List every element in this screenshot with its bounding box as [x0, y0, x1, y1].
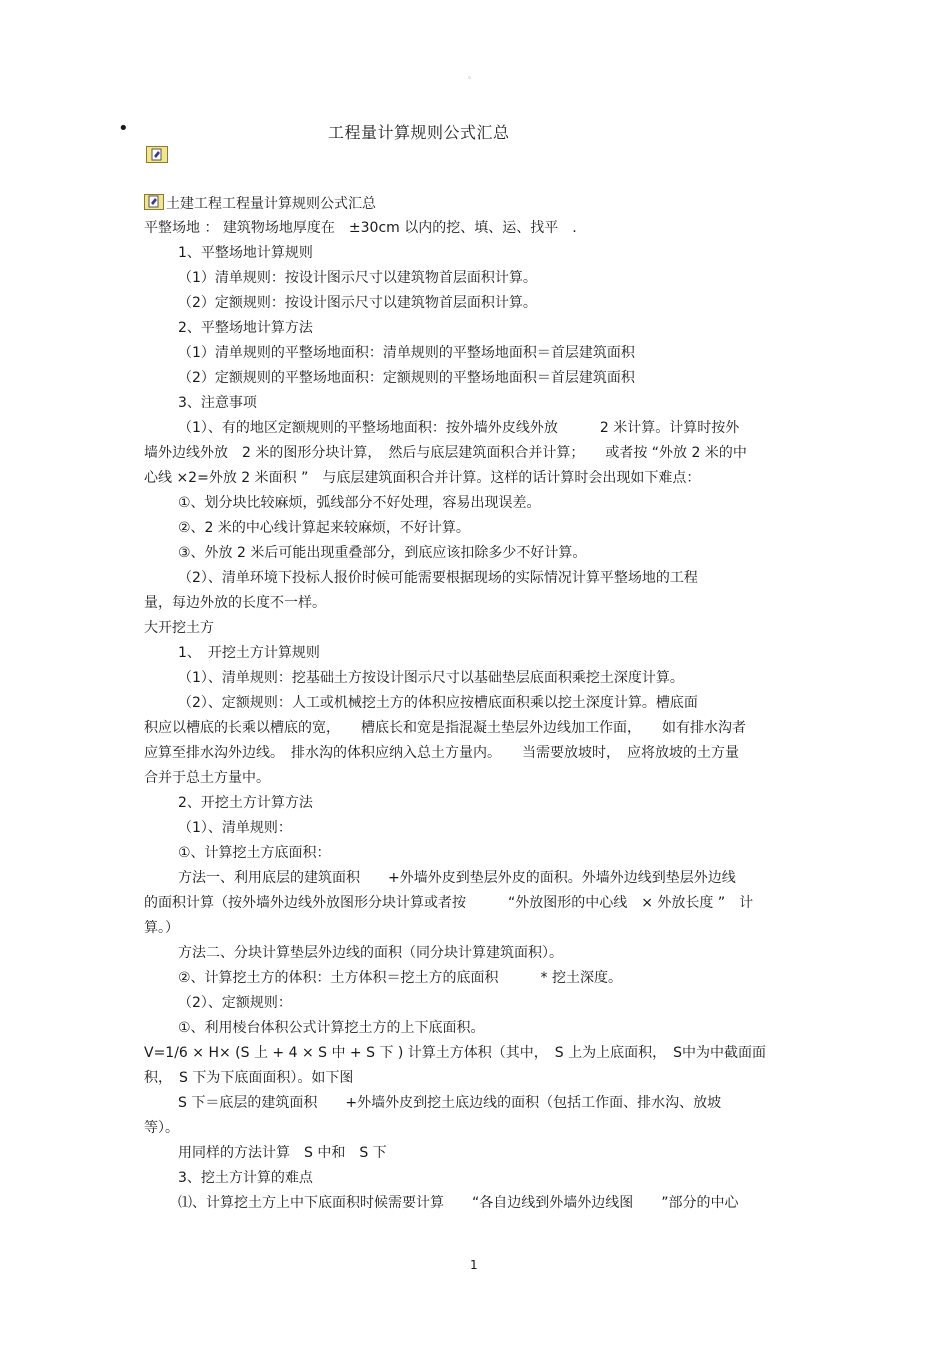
text-line: 积应以槽底的长乘以槽底的宽， 槽底长和宽是指混凝土垫层外边线加工作面， 如有排水沟者 [144, 720, 746, 736]
text-line: （2）定额规则的平整场地面积：定额规则的平整场地面积＝首层建筑面积 [178, 370, 635, 386]
text-line: 算。） [144, 920, 179, 936]
text-line: ①、划分块比较麻烦，弧线部分不好处理，容易出现误差。 [178, 495, 541, 511]
text-line: 2、开挖土方计算方法 [178, 795, 313, 811]
text-line: ③、外放 2 米后可能出现重叠部分，到底应该扣除多少不好计算。 [178, 545, 587, 561]
text-line: 心线 ×2=外放 2 米面积 ” 与底层建筑面积合并计算。这样的话计算时会出现如下难点： [144, 470, 701, 486]
text-line: （2）、清单环境下投标人报价时候可能需要根据现场的实际情况计算平整场地的工程 [178, 570, 698, 586]
document-link-icon[interactable] [144, 194, 164, 210]
text-line: 积， S 下为下底面面积）。如下图 [144, 1070, 354, 1086]
text-line: （1）清单规则的平整场地面积：清单规则的平整场地面积＝首层建筑面积 [178, 345, 635, 361]
text-line: （1）、清单规则： [178, 820, 292, 836]
text-line: 应算至排水沟外边线。 排水沟的体积应纳入总土方量内。 当需要放坡时， 应将放坡的土方量 [144, 745, 739, 761]
text-line: 量，每边外放的长度不一样。 [144, 595, 326, 611]
text-line: 墙外边线外放 2 米的图形分块计算， 然后与底层建筑面积合并计算； 或者按 “外放 2 米的中 [144, 445, 747, 461]
text-line: 2、平整场地计算方法 [178, 320, 313, 336]
text-line: ②、计算挖土方的体积：土方体积＝挖土方的底面积 * 挖土深度。 [178, 970, 622, 986]
text-line: （2）定额规则：按设计图示尺寸以建筑物首层面积计算。 [178, 295, 537, 311]
text-line: 合并于总土方量中。 [144, 770, 270, 786]
text-line: 用同样的方法计算 S 中和 S 下 [178, 1145, 387, 1161]
list-bullet: • [118, 118, 129, 139]
text-line: （1）、有的地区定额规则的平整场地面积：按外墙外皮线外放 2 米计算。计算时按外 [178, 420, 740, 436]
text-line: 3、挖土方计算的难点 [178, 1170, 313, 1186]
text-line: 平整场地 ： 建筑物场地厚度在 ±30cm 以内的挖、填、运、找平 . [144, 220, 577, 236]
text-line: （2）、定额规则： [178, 995, 292, 1011]
text-line: 方法二、分块计算垫层外边线的面积（同分块计算建筑面积）。 [178, 945, 563, 961]
header-mark: 。 [468, 71, 478, 81]
formula-line: V=1/6 × H× (S 上 + 4 × S 中 + S 下 ) 计算土方体积（其中， S 上为上底面积， S中为中截面面 [144, 1045, 767, 1061]
text-line: 3、注意事项 [178, 395, 257, 411]
text-line: S 下＝底层的建筑面积 +外墙外皮到挖土底边线的面积（包括工作面、排水沟、放坡 [178, 1095, 722, 1111]
text-line: 的面积计算（按外墙外边线外放图形分块计算或者按 “外放图形的中心线 × 外放长度 ” 计 [144, 895, 754, 911]
section-heading: 大开挖土方 [144, 620, 214, 636]
page-number: 1 [470, 1258, 478, 1272]
text-line: 1、 开挖土方计算规则 [178, 645, 320, 661]
text-line: 1、平整场地计算规则 [178, 245, 313, 261]
text-line: ①、计算挖土方底面积： [178, 845, 331, 861]
text-line: 方法一、利用底层的建筑面积 +外墙外皮到垫层外皮的面积。外墙外边线到垫层外边线 [178, 870, 736, 886]
document-link-icon[interactable] [146, 146, 168, 163]
text-line: ⑴、计算挖土方上中下底面积时候需要计算 “各自边线到外墙外边线图 ”部分的中心 [178, 1195, 739, 1211]
text-line: ①、利用棱台体积公式计算挖土方的上下底面积。 [178, 1020, 485, 1036]
text-line: 等）。 [144, 1120, 179, 1136]
text-line: （1）清单规则：按设计图示尺寸以建筑物首层面积计算。 [178, 270, 537, 286]
section-title: 土建工程工程量计算规则公式汇总 [166, 196, 376, 212]
page-title: 工程量计算规则公式汇总 [328, 123, 510, 142]
text-line: （2）、定额规则：人工或机械挖土方的体积应按槽底面积乘以挖土深度计算。槽底面 [178, 695, 698, 711]
text-line: （1）、清单规则：挖基础土方按设计图示尺寸以基础垫层底面积乘挖土深度计算。 [178, 670, 684, 686]
text-line: ②、2 米的中心线计算起来较麻烦，不好计算。 [178, 520, 470, 536]
